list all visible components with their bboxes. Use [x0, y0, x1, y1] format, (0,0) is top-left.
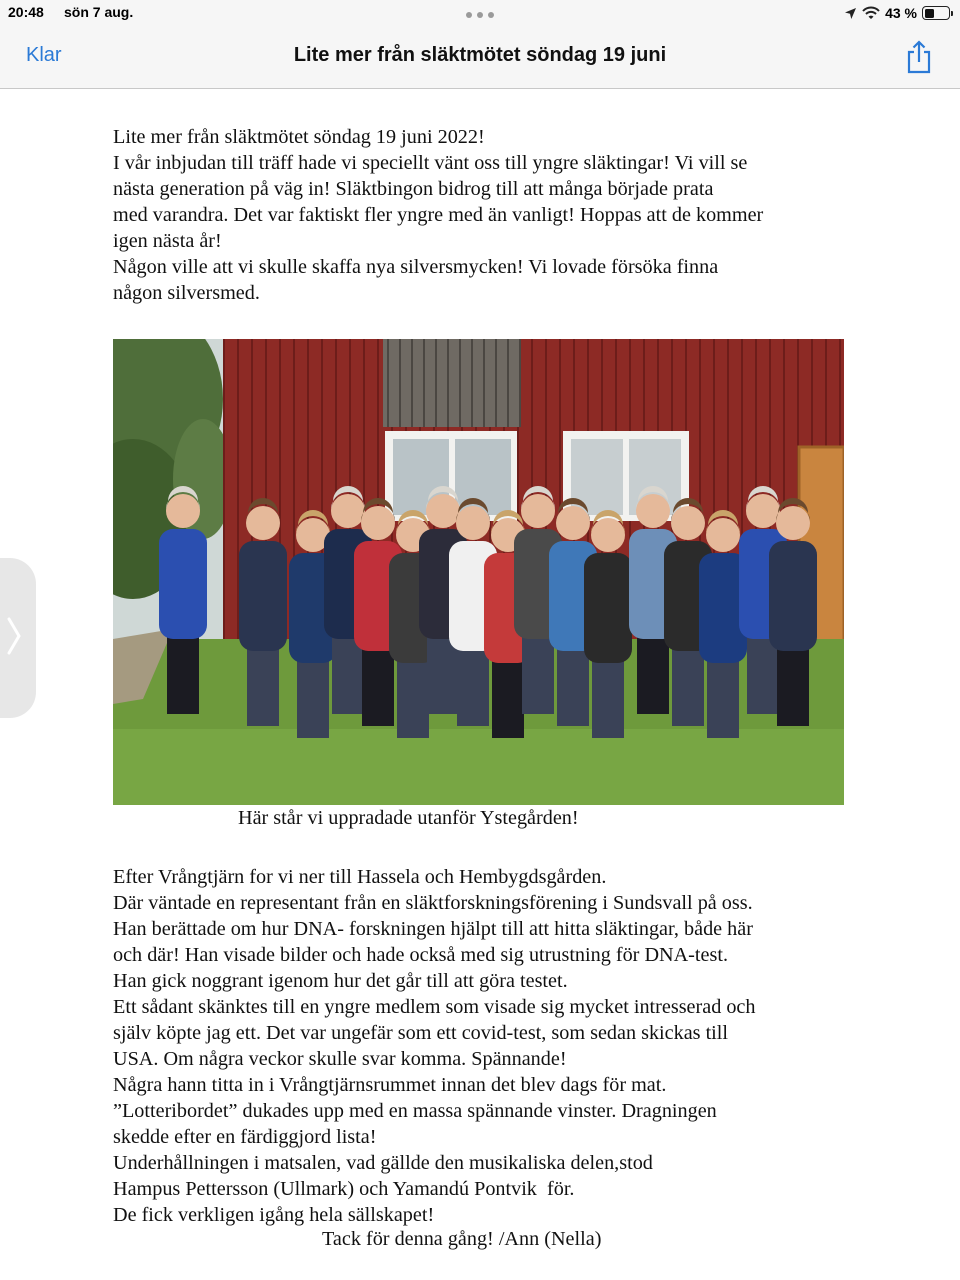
status-time: 20:48	[8, 4, 44, 20]
person-head	[671, 506, 705, 540]
person-head	[776, 506, 810, 540]
person-figure	[769, 541, 817, 651]
person-head	[331, 494, 365, 528]
status-indicators	[844, 3, 950, 23]
text-line: USA. Om några veckor skulle svar komma. Spännande!	[113, 1048, 567, 1070]
body-paragraph	[113, 864, 755, 1228]
person-legs	[297, 658, 329, 738]
person-head	[246, 506, 280, 540]
closing-line: Tack för denna gång! /Ann (Nella)	[322, 1228, 602, 1250]
text-line: Lite mer från släktmötet söndag 19 juni 2022!	[113, 126, 485, 148]
status-date: sön 7 aug.	[64, 4, 134, 20]
text-line: Ett sådant skänktes till en yngre medlem som visade sig mycket intresserad och	[113, 996, 756, 1018]
group-photo	[113, 339, 844, 805]
text-line: ”Lotteribordet” dukades upp med en massa spännande vinster. Dragningen	[113, 1100, 717, 1122]
person-head	[636, 494, 670, 528]
person-legs	[592, 658, 624, 738]
status-bar	[0, 0, 960, 26]
person-figure	[159, 529, 207, 639]
battery-icon	[922, 6, 950, 20]
person-head	[746, 494, 780, 528]
done-button[interactable]: Klar	[26, 44, 62, 66]
share-icon[interactable]	[904, 40, 934, 74]
location-arrow-icon	[844, 7, 857, 20]
person-legs	[457, 646, 489, 726]
text-line: igen nästa år!	[113, 230, 222, 252]
document-view[interactable]	[0, 90, 960, 1280]
chevron-right-icon	[6, 616, 22, 656]
person-legs	[777, 646, 809, 726]
battery-percent: 43 %	[885, 5, 917, 21]
text-line: och där! Han visade bilder och hade också med sig utrustning för DNA-test.	[113, 944, 728, 966]
person-head	[591, 518, 625, 552]
person-legs	[247, 646, 279, 726]
sidebar-handle[interactable]	[0, 558, 36, 718]
person-legs	[707, 658, 739, 738]
person-legs	[397, 658, 429, 738]
text-line: Han berättade om hur DNA- forskningen hjälpt till att hitta släktingar, både här	[113, 918, 753, 940]
person-head	[166, 494, 200, 528]
text-line: nästa generation på väg in! Släktbingon bidrog till att många började prata	[113, 178, 714, 200]
text-line: med varandra. Det var faktiskt fler yngre med än vanligt! Hoppas att de kommer	[113, 204, 764, 226]
photo-caption: Här står vi uppradade utanför Ystegården!	[238, 807, 579, 829]
person-head	[426, 494, 460, 528]
person-legs	[637, 634, 669, 714]
text-line: Några hann titta in i Vrångtjärnsrummet innan det blev dags för mat.	[113, 1074, 667, 1096]
text-line: själv köpte jag ett. Det var ungefär som ett covid-test, som sedan skickas till	[113, 1022, 729, 1044]
text-line: skedde efter en färdiggjord lista!	[113, 1126, 377, 1148]
multitasking-dots-icon[interactable]	[466, 12, 494, 18]
person-legs	[557, 646, 589, 726]
text-line: Någon ville att vi skulle skaffa nya silversmycken! Vi lovade försöka finna	[113, 256, 719, 278]
wifi-icon	[862, 6, 880, 20]
nav-bar	[0, 26, 960, 89]
person-head	[456, 506, 490, 540]
person-head	[521, 494, 555, 528]
text-line: Efter Vrångtjärn for vi ner till Hassela och Hembygdsgården.	[113, 866, 607, 888]
person-head	[706, 518, 740, 552]
person-legs	[522, 634, 554, 714]
person-head	[361, 506, 395, 540]
text-line: Han gick noggrant igenom hur det går till att göra testet.	[113, 970, 568, 992]
person-legs	[362, 646, 394, 726]
person-legs	[672, 646, 704, 726]
person-figure	[584, 553, 632, 663]
text-line: I vår inbjudan till träff hade vi speciellt vänt oss till yngre släktingar! Vi vill se	[113, 152, 748, 174]
intro-paragraph	[113, 124, 763, 306]
person-legs	[492, 658, 524, 738]
text-line: Hampus Pettersson (Ullmark) och Yamandú Pontvik för.	[113, 1178, 575, 1200]
text-line: De fick verkligen igång hela sällskapet!	[113, 1204, 435, 1226]
text-line: Där väntade en representant från en släktforskningsförening i Sundsvall på oss.	[113, 892, 753, 914]
text-line: Underhållningen i matsalen, vad gällde den musikaliska delen,stod	[113, 1152, 653, 1174]
page-title: Lite mer från släktmötet söndag 19 juni	[293, 44, 667, 66]
person-legs	[167, 634, 199, 714]
person-head	[556, 506, 590, 540]
person-figure	[239, 541, 287, 651]
text-line: någon silversmed.	[113, 282, 260, 304]
